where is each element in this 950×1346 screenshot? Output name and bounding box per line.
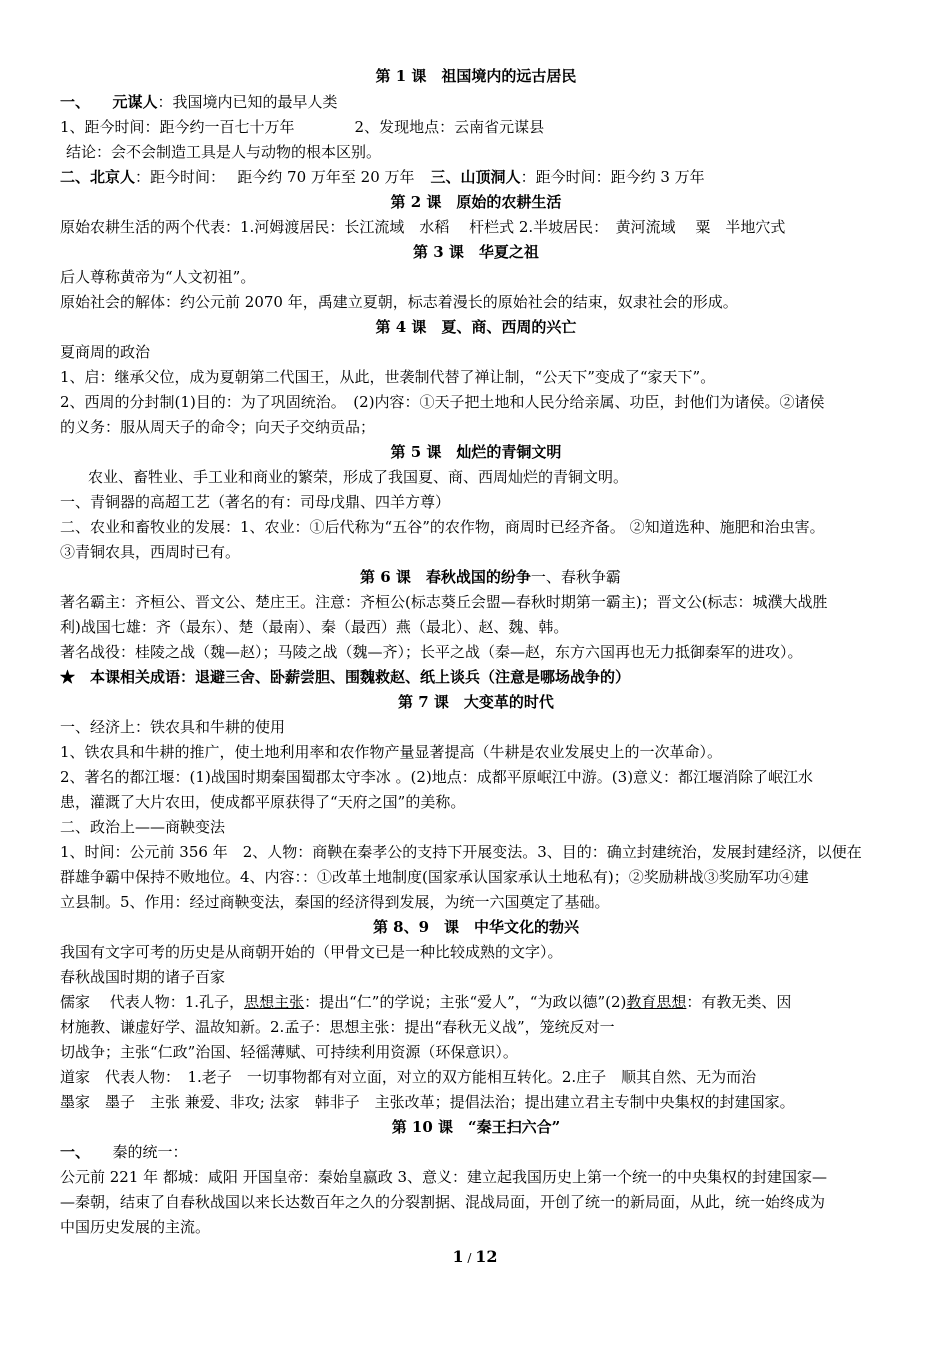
paragraph: 道家 代表人物： 1.老子 一切事物都有对立面，对立的双方能相互转化。2.庄子 顺其自然、无为而治 (60, 1068, 757, 1086)
heading-shandingdong: 三、山顶洞人 (430, 168, 521, 186)
lesson-6-heading: 第 6 课 春秋战国的纷争 (360, 568, 531, 586)
paragraph: 2、西周的分封制(1)目的：为了巩固统治。 (2)内容：①天子把土地和人民分给亲属、功臣，封他们为诸侯。②诸侯 (60, 393, 825, 411)
lesson-5-title: 第 5 课 灿烂的青铜文明 (390, 443, 562, 461)
current-page: 1 (452, 1247, 464, 1266)
paragraph: 春秋战国时期的诸子百家 (60, 968, 226, 986)
paragraph: 二、政治上——商鞅变法 (60, 818, 226, 836)
paragraph (60, 117, 892, 137)
text: ：距今时间：距今约 3 万年 (520, 168, 705, 186)
underlined-term: 教育思想 (626, 993, 687, 1011)
paragraph (60, 167, 892, 187)
paragraph: 后人尊称黄帝为“人文初祖”。 (60, 268, 256, 286)
text: 1、距今时间：距今约一百七十万年 (60, 118, 295, 136)
paragraph: 原始农耕生活的两个代表：1.河姆渡居民：长江流域 水稻 杆栏式 2.半坡居民： 黄河流域 粟 半地穴式 (60, 218, 786, 236)
paragraph: 一、经济上：铁农具和牛耕的使用 (60, 718, 286, 736)
heading-unification: 一、 (60, 1143, 83, 1161)
lesson-8-9-title: 第 8、9 课 中华文化的勃兴 (372, 918, 580, 936)
paragraph: 我国有文字可考的历史是从商朝开始的（甲骨文已是一种比较成熟的文字）。 (60, 943, 563, 961)
paragraph: 材施教、谦虚好学、温故知新。2.孟子：思想主张：提出“春秋无义战”，笼统反对一 (60, 1018, 615, 1036)
paragraph: —秦朝，结束了自春秋战国以来长达数百年之久的分裂割据、混战局面，开创了统一的新局面，从此，统一始终成为 (60, 1193, 826, 1211)
total-pages: 12 (475, 1247, 498, 1266)
paragraph: 的义务：服从周天子的命令；向天子交纳贡品； (60, 418, 376, 436)
text: 2、发现地点：云南省元谋县 (354, 118, 545, 136)
paragraph: 二、农业和畜牧业的发展：1、农业：①后代称为“五谷”的农作物，商周时已经齐备。 ②知道选种、施肥和治虫害。 (60, 518, 825, 536)
idioms-note: ★ 本课相关成语：退避三舍、卧薪尝胆、围魏救赵、纸上谈兵（注意是哪场战争的） (60, 668, 631, 686)
paragraph: 著名战役：桂陵之战（魏—赵）；马陵之战（魏—齐）；长平之战（秦—赵，东方六国再也无力抵御秦军的进攻）。 (60, 643, 803, 661)
lesson-2-title: 第 2 课 原始的农耕生活 (390, 193, 562, 211)
text: 儒家 代表人物：1.孔子， (60, 993, 245, 1011)
lesson-6-title (360, 567, 890, 587)
lesson-3-title: 第 3 课 华夏之祖 (413, 243, 539, 261)
paragraph: 切战争；主张“仁政”治国、轻徭薄赋、可持续利用资源（环保意识）。 (60, 1043, 518, 1061)
paragraph: 群雄争霸中保持不败地位。4、内容：：①改革土地制度(国家承认国家承认土地私有)；②奖励耕战③奖励军功④建 (60, 868, 809, 886)
paragraph: 中国历史发展的主流。 (60, 1218, 211, 1236)
paragraph: 公元前 221 年 都城：咸阳 开国皇帝：秦始皇嬴政 3、意义：建立起我国历史上第一个统一的中央集权的封建国家— (60, 1168, 828, 1186)
paragraph: ③青铜农具，西周时已有。 (60, 543, 241, 561)
paragraph: 患，灌溉了大片农田，使成都平原获得了“天府之国”的美称。 (60, 793, 466, 811)
paragraph: 一、青铜器的高超工艺（著名的有：司母戊鼎、四羊方尊） (60, 493, 451, 511)
lesson-7-title: 第 7 课 大变革的时代 (398, 693, 554, 711)
paragraph: 2、著名的都江堰：(1)战国时期秦国蜀郡太守李冰 。(2)地点：成都平原岷江中游。(3)意义：都江堰消除了岷江水 (60, 768, 814, 786)
page-separator: / (463, 1251, 476, 1265)
paragraph: 1、时间：公元前 356 年 2、人物：商鞅在秦孝公的支持下开展变法。3、目的：确立封建统治，发展封建经济，以便在 (60, 843, 862, 861)
paragraph (60, 992, 892, 1012)
heading-yuanmou: 一、 元谋人 (60, 93, 158, 111)
text: ：我国境内已知的最早人类 (157, 93, 338, 111)
lesson-10-title: 第 10 课 “秦王扫六合” (391, 1118, 561, 1136)
text: ：距今时间： 距今约 70 万年至 20 万年 (135, 168, 415, 186)
text: ：提出“仁”的学说；主张“爱人”，“为政以德”(2) (304, 993, 627, 1011)
text: 秦的统一： (82, 1143, 188, 1161)
heading-beijing: 二、北京人 (60, 168, 136, 186)
paragraph: 原始社会的解体：约公元前 2070 年，禹建立夏朝，标志着漫长的原始社会的结束，奴隶社会的形成。 (60, 293, 738, 311)
paragraph: 1、启：继承父位，成为夏朝第二代国王，从此，世袭制代替了禅让制，“公天下”变成了“家天下”。 (60, 368, 716, 386)
page-number (0, 1246, 950, 1269)
paragraph: 结论：会不会制造工具是人与动物的根本区别。 (66, 143, 382, 161)
paragraph: 1、铁农具和牛耕的推广，使土地利用率和农作物产量显著提高（牛耕是农业发展史上的一次革命）。 (60, 743, 723, 761)
paragraph: 著名霸主：齐桓公、晋文公、楚庄王。注意：齐桓公(标志葵丘会盟—春秋时期第一霸主)；晋文公(标志：城濮大战胜 (60, 593, 828, 611)
paragraph (60, 1142, 892, 1162)
paragraph: 墨家 墨子 主张 兼爱、非攻; 法家 韩非子 主张改革；提倡法治；提出建立君主专制中央集权的封建国家。 (60, 1093, 795, 1111)
lesson-4-title: 第 4 课 夏、商、西周的兴亡 (375, 318, 577, 336)
paragraph: 利)战国七雄：齐（最东）、楚（最南）、秦（最西）燕（最北）、赵、魏、韩。 (60, 618, 569, 636)
paragraph (60, 92, 892, 112)
underlined-term: 思想主张 (244, 993, 305, 1011)
paragraph: 夏商周的政治 (60, 343, 151, 361)
text: ：有教无类、因 (686, 993, 792, 1011)
paragraph: 立县制。5、作用：经过商鞅变法，秦国的经济得到发展，为统一六国奠定了基础。 (60, 893, 610, 911)
text: 一、春秋争霸 (530, 568, 621, 586)
paragraph: 农业、畜牲业、手工业和商业的繁荣，形成了我国夏、商、西周灿烂的青铜文明。 (88, 468, 629, 486)
lesson-1-title: 第 1 课 祖国境内的远古居民 (375, 67, 577, 85)
